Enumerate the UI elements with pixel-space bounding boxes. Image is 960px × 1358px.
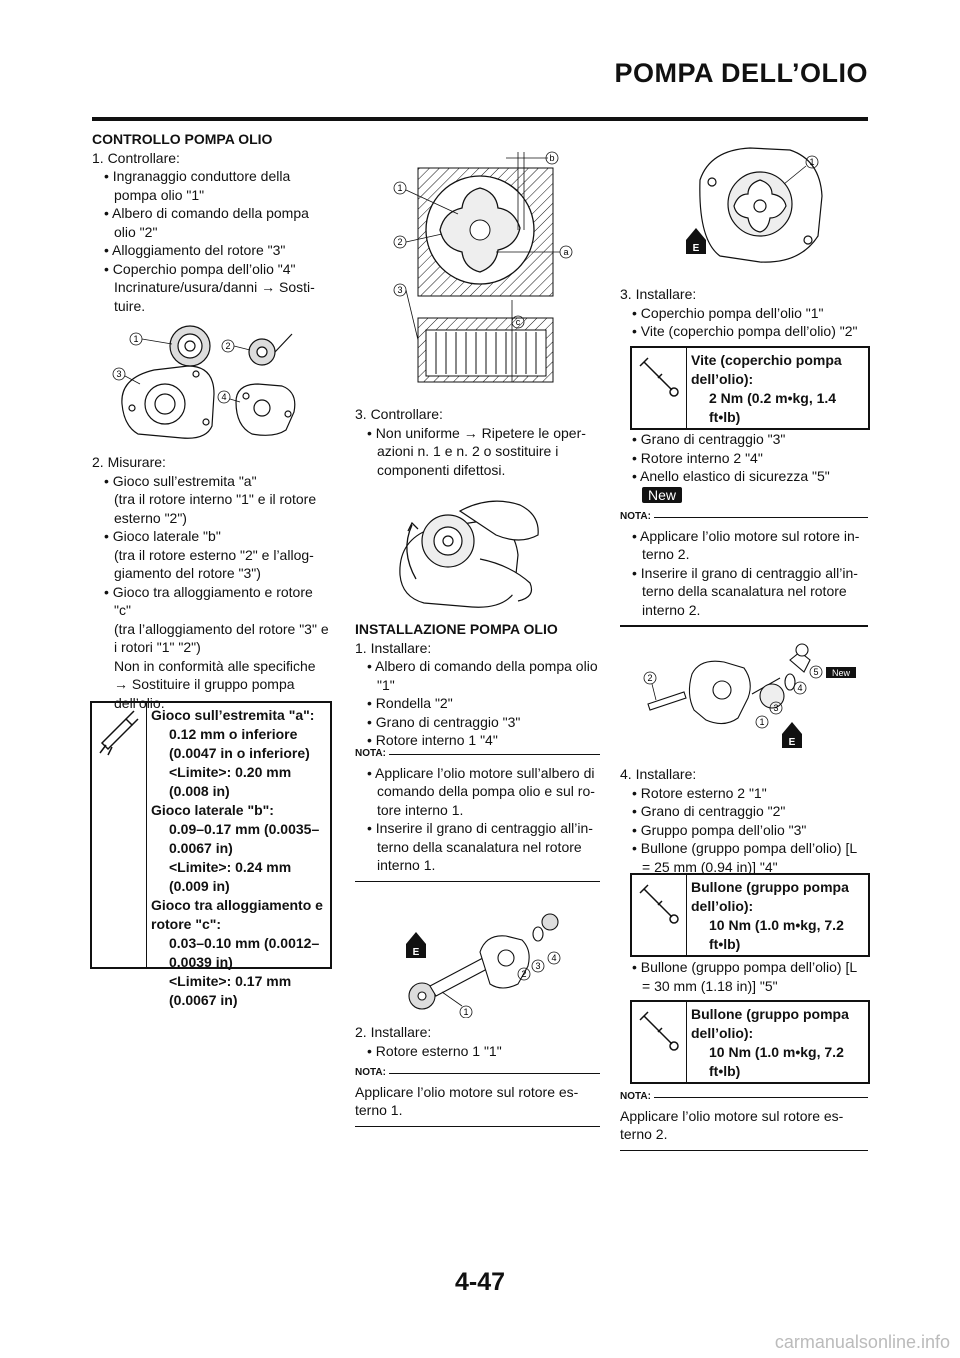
rotor-clearance-figure: [378, 150, 578, 386]
callout-c: c: [515, 317, 521, 327]
torque-wrench-icon: [632, 1002, 687, 1082]
torque-box-1: [630, 346, 870, 430]
spec-text: Gioco sull’estremita "a": 0.12 mm o inferiore (0.0047 in o inferiore) <Limite>: 0.20 mm (0.008 in) Gioco laterale "b": 0.09–0.17 mm (0.0035–0.0067 in) <Limite>: 0.24 mm (0.009 in) Gioco tra alloggiamento e rotore "c": 0.03–0.10 mm (0.0012–0.0039 in) <Limite>: 0.17 mm (0.0067 in): [151, 707, 323, 1008]
arrow-icon: →: [261, 279, 276, 295]
callout-1: 1: [759, 717, 765, 727]
note-label: NOTA:: [355, 1067, 386, 1078]
column-3-items: [620, 430, 868, 504]
list-item: • Anello elastico di sicurezza "5": [632, 468, 830, 484]
header-rule: [92, 117, 868, 121]
column-3-install-4: [620, 765, 868, 876]
note-label: NOTA:: [355, 748, 386, 759]
section-heading-install: INSTALLAZIONE POMPA OLIO: [355, 621, 558, 637]
caliper-icon: [92, 703, 147, 967]
callout-2: 2: [521, 969, 527, 979]
note-box-2: [355, 1064, 600, 1127]
callout-2: 2: [397, 237, 403, 247]
new-part-badge: New: [831, 668, 851, 678]
callout-1: 1: [463, 1007, 469, 1017]
pump-assembly-figure: [640, 638, 860, 756]
pump-cover-figure: [680, 140, 860, 272]
arrow-icon: →: [463, 424, 478, 441]
callout-4: 4: [221, 392, 227, 402]
page-title: POMPA DELL’OLIO: [614, 58, 868, 88]
list-item: (tra l’alloggiamento del rotore "3" e i rotori "1" "2"): [114, 620, 329, 655]
list-item: • Rotore esterno 1 "1": [367, 1042, 502, 1059]
callout-1: 1: [133, 334, 139, 344]
rotate-pump-figure: [390, 485, 550, 613]
callout-3: 3: [535, 961, 541, 971]
column-1: [92, 130, 332, 315]
step-4-install: 4. Installare:: [620, 766, 697, 782]
column-3-item-b: [620, 958, 868, 995]
torque-text: Bullone (gruppo pompa dell’olio): 10 Nm (1.0 m•kg, 7.2 ft•lb): [691, 879, 849, 952]
step-2-install: 2. Installare:: [355, 1024, 432, 1040]
note-item: • Applicare l’olio motore sul rotore in-terno 2.: [632, 527, 860, 562]
result-text: Incrinature/usura/danni → Sosti-tuire.: [114, 279, 315, 314]
list-item: • Rotore interno 1 "4": [367, 732, 498, 748]
oil-e-icon: E: [692, 243, 700, 254]
column-3-install-3: [620, 285, 868, 341]
callout-4: 4: [551, 953, 557, 963]
list-item: • Coperchio pompa dell’olio "4": [104, 260, 296, 277]
oil-pump-parts-figure: [110, 322, 310, 444]
list-item: • Albero di comando della pompa olio "1": [367, 658, 598, 693]
arrow-icon: →: [114, 676, 128, 692]
list-item: • Coperchio pompa dell’olio "1": [632, 304, 824, 321]
step-1-install: 1. Installare:: [355, 639, 432, 656]
torque-wrench-icon: [632, 348, 687, 428]
list-item: • Bullone (gruppo pompa dell’olio) [L = 25 mm (0.94 in)] "4": [632, 840, 857, 875]
callout-3: 3: [773, 703, 779, 713]
note-item: • Inserire il grano di centraggio all’in-terno della scanalatura nel rotore interno 1.: [367, 820, 593, 873]
list-item: • Gioco laterale "b": [104, 528, 221, 544]
step-3-install: 3. Installare:: [620, 286, 697, 302]
page-number: 4-47: [454, 1268, 506, 1296]
torque-text: Bullone (gruppo pompa dell’olio): 10 Nm (1.0 m•kg, 7.2 ft•lb): [691, 1006, 849, 1079]
callout-1: 1: [809, 157, 815, 167]
list-item: • Ingranaggio conduttore della pompa olio "1": [104, 168, 291, 203]
list-item: (tra il rotore esterno "2" e l’allog-giamento del rotore "3"): [114, 546, 314, 581]
callout-2: 2: [647, 673, 653, 683]
result-text: → Sostituire il gruppo pompa dell’olio.: [114, 676, 295, 711]
note-box-1: [355, 745, 600, 882]
list-item: Non in conformità alle specifiche: [114, 657, 316, 674]
list-item: • Bullone (gruppo pompa dell’olio) [L = 30 mm (1.18 in)] "5": [632, 959, 857, 994]
callout-3: 3: [116, 369, 122, 379]
list-item: • Rondella "2": [367, 695, 453, 711]
new-part-badge: New: [642, 487, 682, 503]
column-1-measure: [92, 453, 332, 712]
step-1-check: 1. Controllare:: [92, 149, 180, 166]
list-item: • Albero di comando della pompa olio "2": [104, 205, 309, 240]
note-item: Applicare l’olio motore sul rotore es-terno 2.: [620, 1107, 844, 1142]
note-label: NOTA:: [620, 511, 651, 522]
torque-box-3: [630, 1000, 870, 1084]
note-item: Applicare l’olio motore sul rotore es-terno 1.: [355, 1083, 579, 1118]
column-2-install: [355, 620, 600, 750]
list-item: • Non uniforme → Ripetere le oper-azioni n. 1 e n. 2 o sostituire i componenti difettosi.: [367, 424, 586, 478]
note-box-4: [620, 1088, 868, 1151]
step-2-measure: 2. Misurare:: [92, 454, 166, 470]
callout-3: 3: [397, 285, 403, 295]
list-item: • Vite (coperchio pompa dell’olio) "2": [632, 323, 858, 339]
list-item: • Grano di centraggio "3": [632, 431, 786, 447]
note-label: NOTA:: [620, 1091, 651, 1102]
note-item: • Applicare l’olio motore sull’albero di comando della pompa olio e sul ro-tore interno 1.: [367, 764, 595, 818]
list-item: • Gioco tra alloggiamento e rotore "c": [104, 583, 313, 618]
note-box-3: [620, 508, 868, 627]
note-item: • Inserire il grano di centraggio all’in-terno della scanalatura nel rotore interno 2.: [632, 564, 858, 618]
install-shaft-figure: [402, 892, 572, 1018]
callout-a: a: [563, 247, 569, 257]
list-item: • Grano di centraggio "3": [367, 713, 521, 730]
footer-watermark: carmanualsonline.info: [774, 1332, 950, 1352]
callout-1: 1: [397, 183, 403, 193]
list-item: • Gruppo pompa dell’olio "3": [632, 821, 807, 838]
callout-4: 4: [797, 683, 803, 693]
torque-wrench-icon: [632, 875, 687, 955]
list-item: • Rotore interno 2 "4": [632, 449, 763, 466]
list-item: (tra il rotore interno "1" e il rotore esterno "2"): [114, 491, 317, 526]
oil-e-icon: E: [412, 947, 420, 958]
list-item: • Alloggiamento del rotore "3": [104, 242, 286, 258]
callout-2: 2: [225, 341, 231, 351]
torque-text: Vite (coperchio pompa dell’olio): 2 Nm (0.2 m•kg, 1.4 ft•lb): [691, 352, 842, 425]
callout-5: 5: [813, 667, 819, 677]
section-heading-check: CONTROLLO POMPA OLIO: [92, 131, 273, 147]
torque-box-2: [630, 873, 870, 957]
column-2-check: [355, 405, 600, 479]
column-2-install-2: [355, 1023, 600, 1060]
list-item: • Gioco sull’estremita "a": [104, 472, 257, 489]
oil-e-icon: E: [788, 737, 796, 748]
callout-b: b: [549, 153, 555, 163]
list-item: • Grano di centraggio "2": [632, 803, 786, 819]
list-item: • Rotore esterno 2 "1": [632, 784, 767, 801]
spec-box-clearance: [90, 701, 332, 1008]
step-3-check: 3. Controllare:: [355, 406, 443, 422]
